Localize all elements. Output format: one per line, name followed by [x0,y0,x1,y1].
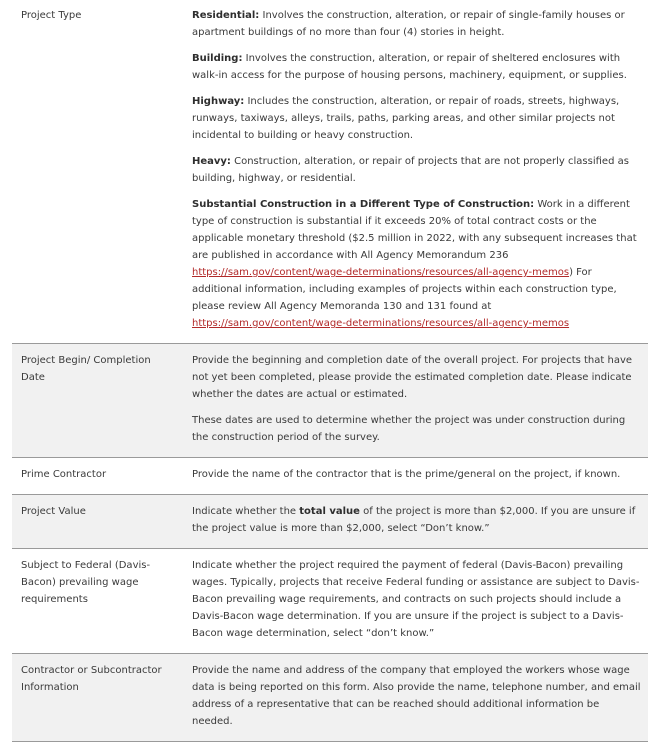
row-description [181,549,648,654]
row-label: Project Begin/ Completion Date [12,344,181,458]
row-contractor-info [12,654,648,742]
text-run: Provide the name of the contractor that is the prime/general on the project, if known. [192,469,621,480]
text-run: Indicate whether the [192,506,300,517]
description-paragraph [192,412,642,446]
description-paragraph [192,466,642,483]
bold-term: Building: [192,53,243,64]
row-description [181,344,648,458]
description-paragraph [192,352,642,403]
row-project-value [12,495,648,549]
bold-term: Residential: [192,10,260,21]
text-run: Indicate whether the project required the payment of federal (Davis-Bacon) prevailing wages. Typically, projects that receive Federal funding or assistance are subject to Davis-Bacon prevailing wage requirements, and contracts on such projects should include a Davis-Bacon wage determination. If you are unsure if the project is subject to a Davis-Bacon wage determination, select “don’t know.” [192,560,640,639]
text-run: ) For additional information, including examples of projects within each construction type, please review All Agency Memoranda 130 and 131 found at [192,267,617,312]
definitions-table [12,0,648,742]
row-label: Subject to Federal (Davis-Bacon) prevailing wage requirements [12,549,181,654]
text-run: These dates are used to determine whether the project was under construction during the construction period of the survey. [192,415,626,443]
bold-term: total value [299,506,360,517]
row-label: Project Type [12,0,181,344]
row-description [181,458,648,495]
row-project-dates [12,344,648,458]
memo-link[interactable]: https://sam.gov/content/wage-determinations/resources/all-agency-memos [192,318,570,329]
description-paragraph [192,662,642,730]
description-paragraph [192,93,642,144]
description-paragraph [192,503,642,537]
row-description [181,0,648,344]
bold-term: Heavy: [192,156,231,167]
row-description [181,654,648,742]
memo-link[interactable]: https://sam.gov/content/wage-determinations/resources/all-agency-memos [192,267,570,278]
row-description [181,495,648,549]
row-label: Prime Contractor [12,458,181,495]
row-davis-bacon [12,549,648,654]
text-run: Provide the name and address of the company that employed the workers whose wage data is being reported on this form. Also provide the name, telephone number, and email address of a representative that can be reached should additional information be needed. [192,665,641,727]
description-paragraph [192,196,642,332]
text-run: Work in a different type of construction is substantial if it exceeds 20% of total contract costs or the applicable monetary threshold ($2.5 million in 2022, with any subsequent increases that are published in accordance with All Agency Memorandum 236 [192,199,637,261]
description-paragraph [192,7,642,41]
text-run: Construction, alteration, or repair of projects that are not properly classified as building, highway, or residential. [192,156,629,184]
description-paragraph [192,153,642,187]
text-run: Provide the beginning and completion date of the overall project. For projects that have not yet been completed, please provide the estimated completion date. Please indicate whether the dates are actual or estimated. [192,355,633,400]
description-paragraph [192,557,642,642]
text-run: Involves the construction, alteration, or repair of sheltered enclosures with walk-in access for the purpose of housing persons, machinery, equipment, or supplies. [192,53,627,81]
row-prime-contractor [12,458,648,495]
bold-term: Substantial Construction in a Different Type of Construction: [192,199,535,210]
text-run: Involves the construction, alteration, or repair of single-family houses or apartment buildings of no more than four (4) stories in height. [192,10,625,38]
row-label: Project Value [12,495,181,549]
text-run: Includes the construction, alteration, or repair of roads, streets, highways, runways, taxiways, alleys, trails, paths, parking areas, and other similar projects not incidental to building or heavy construction. [192,96,620,141]
row-label: Contractor or Subcontractor Information [12,654,181,742]
bold-term: Highway: [192,96,245,107]
row-project-type [12,0,648,344]
text-run: of the project is more than $2,000. If you are unsure if the project value is more than $2,000, select “Don’t know.” [192,506,636,534]
description-paragraph [192,50,642,84]
